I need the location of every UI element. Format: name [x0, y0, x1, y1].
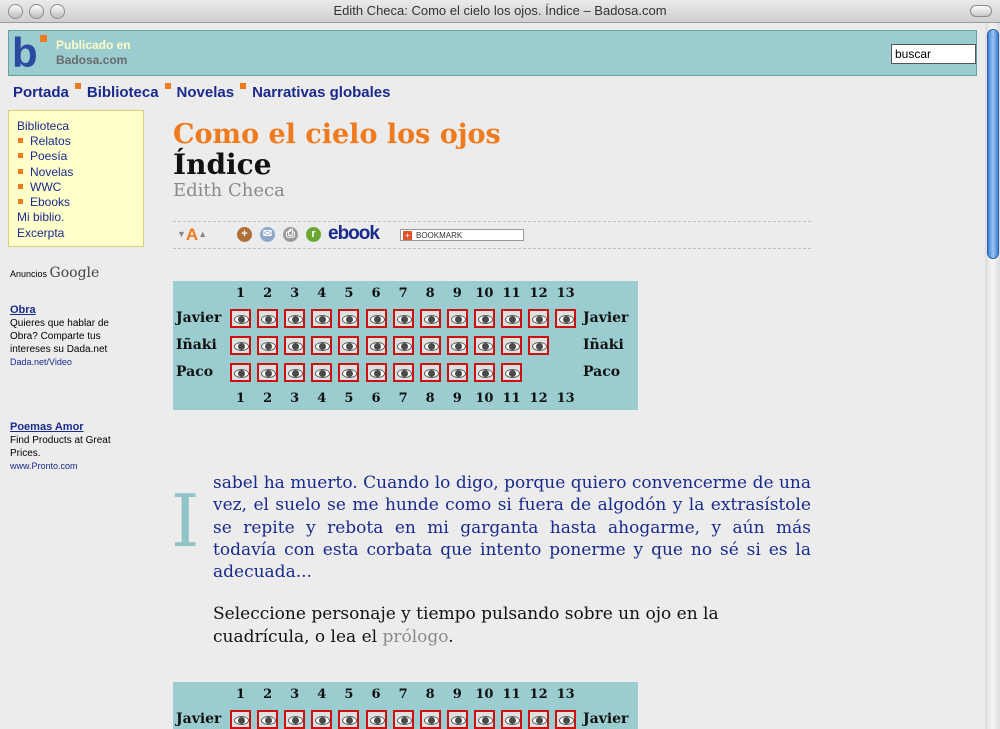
column-number: 9 — [452, 687, 462, 702]
ad-text: Find Products at Great Prices. — [10, 435, 111, 459]
column-number: 1 — [235, 391, 246, 406]
eye-chapter-link[interactable] — [230, 363, 251, 382]
eye-chapter-link[interactable] — [420, 309, 441, 328]
eye-chapter-link[interactable] — [311, 309, 332, 328]
eye-chapter-link[interactable] — [555, 309, 576, 328]
nav-biblioteca[interactable]: Biblioteca — [86, 84, 159, 101]
eye-chapter-link[interactable] — [393, 309, 414, 328]
vertical-scrollbar[interactable] — [985, 23, 1000, 729]
window-titlebar — [0, 0, 1000, 23]
eye-chapter-link[interactable] — [230, 336, 251, 355]
eye-chapter-link[interactable] — [366, 309, 387, 328]
scrollbar-thumb[interactable] — [987, 29, 999, 259]
main-nav — [13, 83, 391, 101]
eye-chapter-link[interactable] — [311, 336, 332, 355]
selection-instructions: Seleccione personaje y tiempo pulsando sobre un ojo en la cuadrícula, o lea el prólogo. — [213, 604, 719, 647]
eye-chapter-link[interactable] — [420, 710, 441, 729]
ads-label: Anuncios Google — [10, 265, 100, 281]
eye-chapter-link[interactable] — [338, 309, 359, 328]
column-number: 1 — [235, 687, 246, 702]
column-number: 4 — [317, 687, 327, 702]
eye-chapter-link[interactable] — [257, 309, 278, 328]
column-number: 12 — [529, 391, 548, 406]
site-header — [8, 30, 977, 76]
eye-chapter-link[interactable] — [366, 336, 387, 355]
column-number: 10 — [475, 687, 494, 702]
eye-chapter-link[interactable] — [528, 710, 549, 729]
eye-chapter-link[interactable] — [230, 710, 251, 729]
author-name: Edith Checa — [173, 180, 285, 201]
prologue-link[interactable]: prólogo — [382, 626, 449, 647]
column-number: 4 — [317, 391, 327, 406]
column-number: 5 — [344, 687, 354, 702]
ad-url-link[interactable]: Dada.net/Video — [10, 357, 72, 367]
eye-chapter-link[interactable] — [447, 363, 468, 382]
eye-chapter-link[interactable] — [447, 336, 468, 355]
ad-block — [10, 421, 130, 473]
column-number: 12 — [529, 687, 548, 702]
sidebar-item-ebooks[interactable]: Ebooks — [18, 195, 70, 209]
site-name[interactable]: Badosa.com — [56, 53, 128, 67]
column-number: 9 — [452, 286, 462, 301]
column-number: 2 — [263, 391, 273, 406]
google-logo: Google — [49, 265, 100, 281]
nav-novelas[interactable]: Novelas — [176, 84, 235, 101]
character-name-right: Javier — [583, 310, 629, 326]
column-number: 10 — [475, 286, 494, 301]
eye-chapter-link[interactable] — [284, 363, 305, 382]
search-input[interactable] — [891, 44, 976, 64]
column-number: 2 — [263, 286, 273, 301]
font-size-control[interactable]: ▼A▲ — [177, 225, 208, 244]
sidebar-item-poesia[interactable]: Poesía — [18, 149, 67, 163]
rss-icon[interactable]: r — [306, 227, 321, 242]
eye-chapter-link[interactable] — [501, 309, 522, 328]
sidebar-menu — [8, 110, 144, 247]
eye-chapter-link[interactable] — [366, 710, 387, 729]
ad-text: Quieres que hablar de Obra? Comparte tus intereses su Dada.net — [10, 318, 109, 355]
column-number: 3 — [290, 391, 300, 406]
character-name-left: Iñaki — [176, 337, 217, 353]
eye-chapter-link[interactable] — [366, 363, 387, 382]
font-increase-icon[interactable]: ▲ — [198, 229, 208, 239]
column-number: 4 — [317, 286, 327, 301]
chapter-grid-bottom — [173, 682, 638, 729]
sidebar-item-biblioteca[interactable]: Biblioteca — [17, 119, 70, 133]
column-number: 3 — [290, 286, 300, 301]
column-number: 7 — [398, 687, 408, 702]
nav-separator-icon — [165, 83, 171, 89]
window-title: Edith Checa: Como el cielo los ojos. Índice – Badosa.com — [333, 3, 667, 18]
column-number: 6 — [371, 391, 381, 406]
column-number: 11 — [502, 286, 521, 301]
eye-chapter-link[interactable] — [393, 710, 414, 729]
page-title: Índice — [173, 148, 272, 181]
column-number: 13 — [556, 391, 575, 406]
eye-chapter-link[interactable] — [474, 336, 495, 355]
eye-chapter-link[interactable] — [474, 363, 495, 382]
published-label: Publicado en — [56, 38, 131, 52]
eye-chapter-link[interactable] — [420, 363, 441, 382]
intro-paragraph: sabel ha muerto. Cuando lo digo, porque quiero convencerme de una vez, el suelo se me hunde como si fuera de algodón y la extrasístole se repite y rebota en mi garganta hasta ahogarme, y aún más todavía con esta corbata que intento ponerme y que no sé si es la adecuada... — [213, 473, 811, 583]
sidebar-item-mi-biblio[interactable]: Mi biblio. — [17, 210, 65, 224]
eye-chapter-link[interactable] — [501, 710, 522, 729]
drop-cap: I — [171, 479, 200, 563]
ad-url-link[interactable]: www.Pronto.com — [10, 461, 78, 471]
column-number: 1 — [235, 286, 246, 301]
column-number: 10 — [475, 391, 494, 406]
font-decrease-icon[interactable]: ▼ — [177, 229, 186, 239]
column-number: 13 — [556, 286, 575, 301]
column-number: 6 — [371, 687, 381, 702]
eye-chapter-link[interactable] — [284, 336, 305, 355]
nav-separator-icon — [240, 83, 246, 89]
eye-chapter-link[interactable] — [447, 710, 468, 729]
character-name-right: Paco — [583, 364, 621, 380]
eye-chapter-link[interactable] — [230, 309, 251, 328]
character-name-left: Javier — [176, 310, 222, 326]
article-toolbar — [173, 221, 811, 249]
web-page — [0, 23, 985, 729]
sidebar-item-excerpta[interactable]: Excerpta — [17, 226, 65, 240]
eye-chapter-link[interactable] — [257, 710, 278, 729]
ad-block — [10, 304, 130, 369]
toolbar-toggle-button[interactable] — [970, 5, 992, 17]
eye-chapter-link[interactable] — [420, 336, 441, 355]
eye-chapter-link[interactable] — [311, 710, 332, 729]
nav-portada[interactable]: Portada — [13, 84, 69, 101]
eye-chapter-link[interactable] — [501, 336, 522, 355]
column-number: 9 — [452, 391, 462, 406]
character-name-left: Paco — [176, 364, 214, 380]
ad-title-link[interactable]: Poemas Amor — [10, 421, 84, 433]
nav-separator-icon — [75, 83, 81, 89]
eye-chapter-link[interactable] — [393, 336, 414, 355]
mail-icon[interactable]: ✉ — [260, 227, 275, 242]
character-name-right: Iñaki — [583, 337, 624, 353]
ebook-link[interactable]: ebook — [328, 223, 379, 244]
eye-chapter-link[interactable] — [393, 363, 414, 382]
eye-chapter-link[interactable] — [528, 309, 549, 328]
add-icon[interactable]: + — [237, 227, 252, 242]
column-number: 8 — [425, 687, 435, 702]
eye-chapter-link[interactable] — [447, 309, 468, 328]
column-number: 2 — [263, 687, 273, 702]
sidebar-item-wwc[interactable]: WWC — [18, 180, 61, 194]
character-name-left: Javier — [176, 711, 222, 727]
logo-square-icon — [40, 35, 47, 42]
column-number: 7 — [398, 391, 408, 406]
eye-chapter-link[interactable] — [338, 336, 359, 355]
column-number: 6 — [371, 286, 381, 301]
eye-chapter-link[interactable] — [257, 363, 278, 382]
eye-chapter-link[interactable] — [501, 363, 522, 382]
column-number: 3 — [290, 687, 300, 702]
eye-chapter-link[interactable] — [284, 309, 305, 328]
book-title: Como el cielo los ojos — [173, 119, 501, 150]
print-icon[interactable]: ⎙ — [283, 227, 298, 242]
eye-chapter-link[interactable] — [338, 710, 359, 729]
sidebar-item-relatos[interactable]: Relatos — [18, 134, 71, 148]
column-number: 11 — [502, 391, 521, 406]
ad-title-link[interactable]: Obra — [10, 304, 36, 316]
character-name-right: Javier — [583, 711, 629, 727]
column-number: 5 — [344, 286, 354, 301]
eye-chapter-link[interactable] — [311, 363, 332, 382]
nav-narrativas-globales[interactable]: Narrativas globales — [252, 84, 391, 101]
column-number: 13 — [556, 687, 575, 702]
eye-chapter-link[interactable] — [555, 710, 576, 729]
eye-chapter-link[interactable] — [474, 309, 495, 328]
eye-chapter-link[interactable] — [284, 710, 305, 729]
column-number: 8 — [425, 286, 435, 301]
column-number: 5 — [344, 391, 354, 406]
eye-chapter-link[interactable] — [528, 336, 549, 355]
sidebar-item-novelas[interactable]: Novelas — [18, 165, 73, 179]
column-number: 12 — [529, 286, 548, 301]
column-number: 7 — [398, 286, 408, 301]
eye-chapter-link[interactable] — [338, 363, 359, 382]
column-number: 11 — [502, 687, 521, 702]
column-number: 8 — [425, 391, 435, 406]
chapter-grid — [173, 281, 638, 410]
eye-chapter-link[interactable] — [257, 336, 278, 355]
eye-chapter-link[interactable] — [474, 710, 495, 729]
badosa-logo[interactable]: b — [12, 29, 38, 76]
bookmark-button[interactable]: + BOOKMARK — [400, 229, 524, 241]
